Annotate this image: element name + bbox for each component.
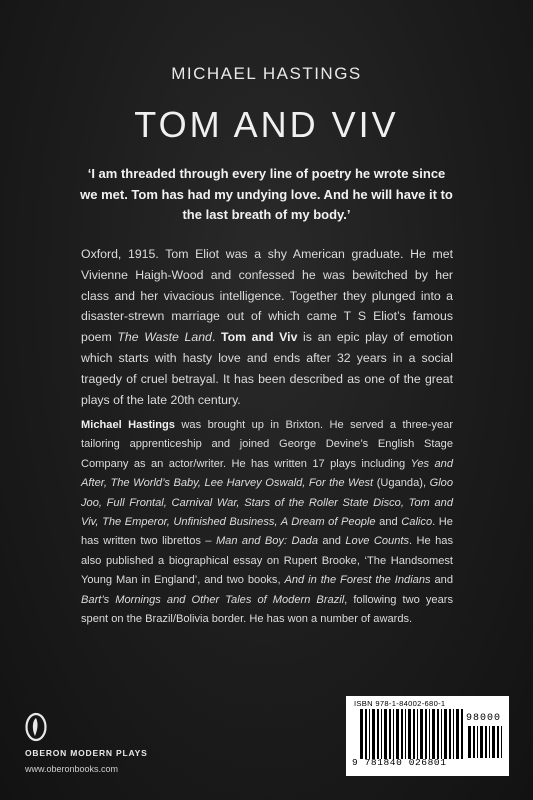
barcode-bars [360, 709, 464, 759]
bio-book: And in the Forest the Indians [284, 574, 431, 587]
bio-play-title: Calico [401, 516, 433, 529]
author-bio [81, 416, 453, 629]
synopsis-text: Oxford, 1915. Tom Eliot was a shy American graduate. He met Vivienne Haigh-Wood and confessed he was bewitched by her class and her vivacious intelligence. Together they plunged into a disaster-strewn marriage out of which came T S Eliot’s famous poem [81, 247, 453, 345]
oberon-logo-icon [25, 712, 47, 742]
bio-text: (Uganda), [373, 477, 430, 490]
poem-title: The Waste Land [117, 330, 212, 345]
synopsis-text: . [211, 330, 221, 345]
barcode-panel [346, 696, 509, 776]
bio-book: Bart’s Mornings and Other Tales of Modern Brazil [81, 593, 345, 606]
bio-text: . He has also published a biographical essay on Rupert Brooke, ‘The Handsomest Young Man in England’, and two books, [81, 535, 454, 587]
bio-play-list: Yes and After, The World’s Baby, Lee Harvey Oswald, For the West [81, 457, 453, 490]
bio-text: . He has written two librettos – [81, 516, 453, 548]
pull-quote: ‘I am threaded through every line of poetry he wrote since we met. Tom has had my undying love. And he will have it to the last breath of my body.’ [80, 166, 453, 222]
isbn-label: ISBN 978-1-84002-680-1 [354, 699, 446, 708]
author-bio-name: Michael Hastings [81, 419, 175, 431]
bio-play-list: Gloo Joo, Full Frontal, Carnival War, Stars of the Roller State Disco, Tom and Viv, The Emperor, Unfinished Business, A Dream of People [81, 477, 454, 529]
book-title: TOM AND VIV [134, 104, 399, 145]
bio-text: was brought up in Brixton. He served a three-year tailoring apprenticeship and joined George Devine’s English Stage Company as an actor/writer. He has written 17 plays including [81, 419, 454, 470]
price-barcode-bars [468, 726, 504, 758]
synopsis [81, 244, 453, 410]
publisher-website[interactable]: www.oberonbooks.com [25, 764, 119, 774]
bio-libretto: Man and Boy: Dada [215, 535, 319, 548]
ean-digits: 9 781840 026801 [352, 757, 447, 768]
synopsis-text: is an epic play of emotion which starts with hasty love and ends after 32 years in a social tragedy of cruel betrayal. It has been described as one of the great plays of the late 20th century. [81, 330, 453, 407]
bio-text: and [430, 574, 453, 587]
play-title: Tom and Viv [220, 330, 298, 345]
imprint-name: OBERON MODERN PLAYS [25, 748, 148, 758]
bio-text: , following two years spent on the Brazil/Bolivia border. He has won a number of awards. [81, 593, 453, 626]
bio-libretto: Love Counts [345, 535, 410, 548]
author-name: MICHAEL HASTINGS [171, 64, 362, 83]
bio-text: and [318, 535, 346, 548]
price-code: 98000 [466, 713, 502, 724]
bio-text: and [375, 516, 402, 529]
